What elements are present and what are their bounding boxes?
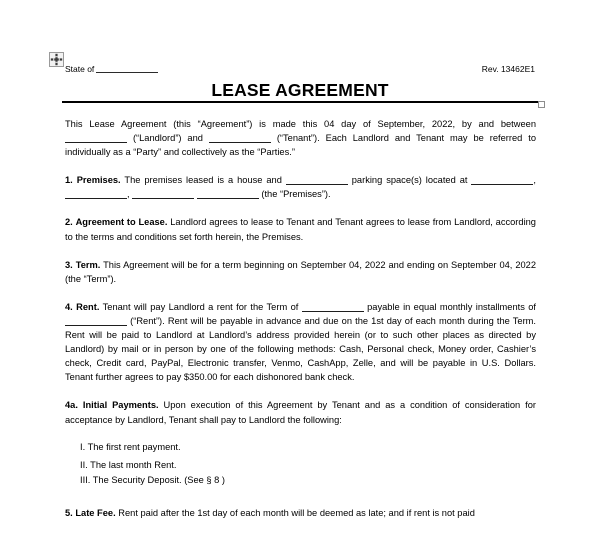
initial-payments-list	[65, 440, 536, 488]
premises-text-5: (the “Premises”).	[261, 189, 331, 200]
section-initial-payments	[65, 398, 536, 426]
late-fee-body: Rent paid after the 1st day of each month will be deemed as late; and if rent is not paid	[118, 508, 475, 519]
list-item: III. The Security Deposit. (See § 8 )	[80, 474, 226, 485]
premises-text-3: ,	[533, 175, 536, 186]
agreement-heading: Agreement to Lease.	[75, 217, 168, 228]
late-fee-heading: Late Fee.	[75, 508, 116, 519]
resize-handle[interactable]	[538, 101, 545, 108]
page-title: LEASE AGREEMENT	[211, 80, 389, 100]
list-item: II. The last month Rent.	[80, 460, 177, 471]
preamble-text-1: This Lease Agreement (this “Agreement”) is made this 04 day of September, 2022, by and between	[65, 119, 536, 129]
premises-text-2: parking space(s) located at	[351, 175, 468, 186]
revision-number: Rev. 13462E1	[481, 64, 535, 74]
preamble-paragraph	[65, 117, 536, 159]
initial-payments-number: 4a.	[65, 400, 78, 411]
list-item: I. The first rent payment.	[80, 441, 181, 452]
state-blank[interactable]	[96, 72, 158, 73]
state-of-label: State of	[65, 64, 95, 74]
move-handle[interactable]	[49, 52, 64, 67]
preamble-text-2: (“Landlord”) and	[132, 133, 203, 144]
state-of-field[interactable]	[65, 64, 158, 75]
address-city-blank[interactable]	[132, 198, 194, 199]
premises-text-1: The premises leased is a house and	[124, 175, 282, 186]
initial-payments-body: Upon execution of this Agreement by Tenant and as a condition of consideration for acceptance by Landlord, Tenant shall pay to Landlord the following:	[65, 400, 536, 425]
premises-text-4: ,	[127, 189, 130, 200]
section-term	[65, 258, 536, 286]
premises-heading: Premises.	[76, 175, 121, 186]
move-cross-icon	[50, 53, 63, 66]
landlord-name-blank[interactable]	[65, 142, 127, 143]
premises-number: 1.	[65, 175, 73, 186]
term-number: 3.	[65, 259, 73, 270]
rent-installment-blank[interactable]	[65, 325, 127, 326]
rent-text-3: (“Rent”). Rent will be payable in advance and due on the 1st day of each month during the Term. Rent will be paid to Landlord at Landlord’s address provided herein (or to such other places as directed by Landlord) by mail or in person by one of the following methods: Cash, Personal check, Money order, Cashier’s check, Credit card, PayPal, Electronic transfer, Venmo, CashApp, Zelle, and will be payable in U.S. Dollars. Tenant further agrees to pay $350.00 for each dishonored bank check.	[65, 315, 536, 383]
late-fee-number: 5.	[65, 508, 73, 519]
rent-term-amount-blank[interactable]	[302, 311, 364, 312]
address-state-blank[interactable]	[197, 198, 259, 199]
address-line1-blank[interactable]	[471, 184, 533, 185]
agreement-body: Landlord agrees to lease to Tenant and Tenant agrees to lease from Landlord, according to the terms and conditions set forth herein, the Premises.	[65, 217, 536, 242]
address-line2-blank[interactable]	[65, 198, 127, 199]
tenant-name-blank[interactable]	[209, 142, 271, 143]
document-header	[65, 64, 535, 75]
section-late-fee	[65, 506, 536, 520]
term-heading: Term.	[75, 259, 101, 270]
parking-spaces-blank[interactable]	[286, 184, 348, 185]
rent-text-1: Tenant will pay Landlord a rent for the Term of	[102, 301, 299, 312]
section-rent	[65, 300, 536, 385]
agreement-number: 2.	[65, 217, 73, 228]
section-premises	[65, 173, 536, 201]
rent-number: 4.	[65, 301, 73, 312]
term-body: This Agreement will be for a term beginning on September 04, 2022 and ending on September 04, 2022 (the “Term”).	[65, 259, 536, 284]
title-divider	[62, 101, 539, 103]
preamble-text-3: (“Tenant”). Each Landlord and Tenant may be referred to individually as a “Party” and collectively as the “Parties.”	[65, 133, 536, 158]
section-agreement-to-lease	[65, 215, 536, 243]
rent-heading: Rent.	[76, 301, 100, 312]
rent-text-2: payable in equal monthly installments of	[367, 301, 536, 312]
initial-payments-heading: Initial Payments.	[82, 400, 159, 411]
document-body	[65, 117, 536, 534]
